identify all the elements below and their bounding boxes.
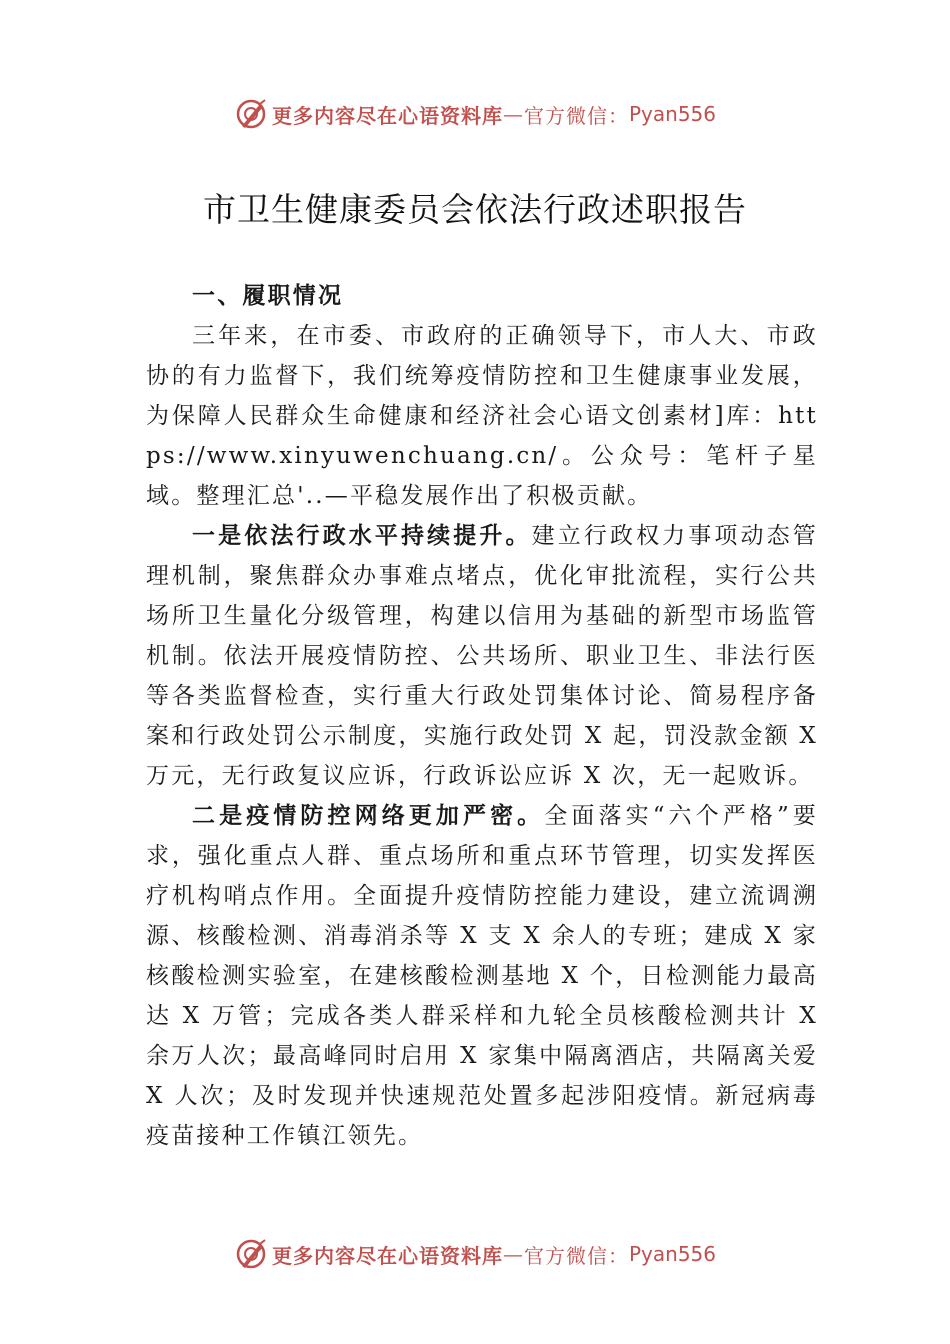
- banner-wechat-id: Pyan556: [628, 1242, 716, 1266]
- paragraph-item-2-lead: 二是疫情防控网络更加严密。: [192, 802, 545, 829]
- pen-logo-icon: [234, 1237, 268, 1271]
- banner-main-text: 更多内容尽在心语资料库: [271, 103, 503, 128]
- paragraph-item-1-body: 建立行政权力事项动态管理机制，聚焦群众办事难点堵点，优化审批流程，实行公共场所卫生量化分级管理，构建以信用为基础的新型市场监管机制。依法开展疫情防控、公共场所、职业卫生、非法行医等各类监督检查，实行重大行政处罚集体讨论、简易程序备案和行政处罚公示制度，实施行政处罚 X 起，罚没款金额 X 万元，无行政复议应诉，行政诉讼应诉 X 次，无一起败诉。: [146, 523, 818, 789]
- banner-wechat-id: Pyan556: [628, 102, 716, 126]
- banner-separator: —: [502, 1242, 524, 1266]
- paragraph-intro: 三年来，在市委、市政府的正确领导下，市人大、市政协的有力监督下，我们统筹疫情防控和卫生健康事业发展，为保障人民群众生命健康和经济社会心语文创素材]库：https://www.xinyuwenchuang.cn/。公众号：笔杆子星域。整理汇总'..—平稳发展作出了积极贡献。: [146, 323, 818, 509]
- paragraph-item-1: [146, 516, 818, 796]
- banner-separator: —: [502, 102, 524, 126]
- document-title: 市卫生健康委员会依法行政述职报告: [203, 190, 747, 229]
- banner-main-text: 更多内容尽在心语资料库: [271, 1243, 503, 1268]
- banner-sub-text: 官方微信：: [523, 103, 629, 128]
- section-heading: 一、履职情况: [192, 282, 344, 309]
- header-watermark-banner: [0, 92, 950, 136]
- pen-logo-icon: [234, 97, 268, 131]
- footer-watermark-banner: [0, 1232, 950, 1276]
- paragraph-item-2-body: 全面落实“六个严格”要求，强化重点人群、重点场所和重点环节管理，切实发挥医疗机构哨点作用。全面提升疫情防控能力建设，建立流调溯源、核酸检测、消毒消杀等 X 支 X 余人的专班；建成 X 家核酸检测实验室，在建核酸检测基地 X 个，日检测能力最高达 X 万管；完成各类人群采样和九轮全员核酸检测共计 X 余万人次；最高峰同时启用 X 家集中隔离酒店，共隔离关爱 X 人次；及时发现并快速规范处置多起涉阳疫情。新冠病毒疫苗接种工作镇江领先。: [146, 803, 819, 1149]
- banner-sub-text: 官方微信：: [523, 1243, 629, 1268]
- document-body: [146, 276, 818, 1156]
- paragraph-item-2: [146, 796, 818, 1156]
- paragraph-item-1-lead: 一是依法行政水平持续提升。: [192, 522, 532, 549]
